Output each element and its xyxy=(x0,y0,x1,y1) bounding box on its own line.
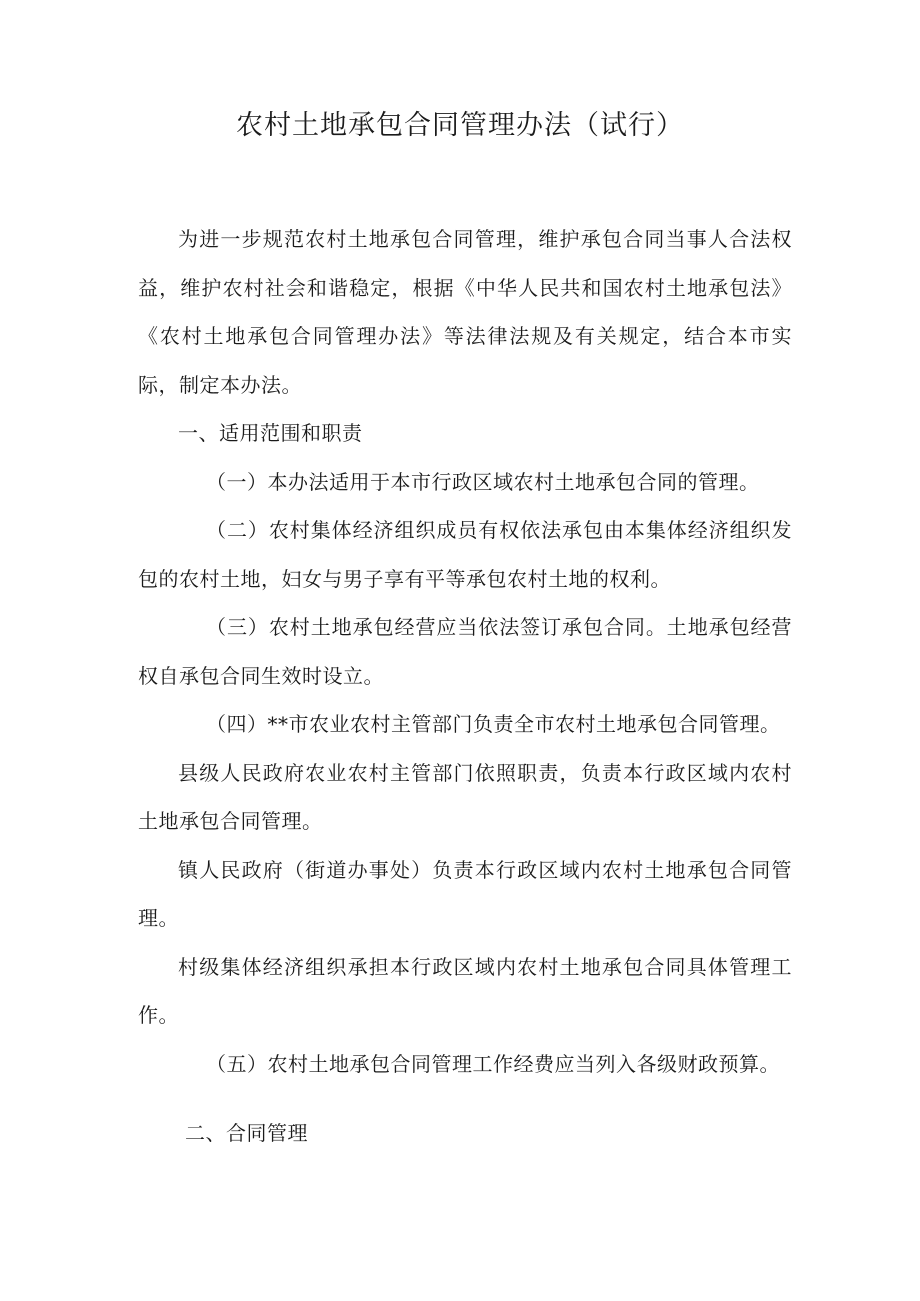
clause-3: （三）农村土地承包经营应当依法签订承包合同。土地承包经营权自承包合同生效时设立。 xyxy=(138,615,792,688)
paragraph-preamble: 为进一步规范农村土地承包合同管理，维护承包合同当事人合法权益，维护农村社会和谐稳定，根据《中华人民共和国农村土地承包法》《农村土地承包合同管理办法》等法律法规及有关规定，结合本市实际，制定本办法。 xyxy=(138,227,792,397)
clause-5: （五）农村土地承包合同管理工作经费应当列入各级财政预算。 xyxy=(206,1051,780,1076)
section-1-heading: 一、适用范围和职责 xyxy=(178,421,363,445)
clause-4-county: 县级人民政府农业农村主管部门依照职责，负责本行政区域内农村土地承包合同管理。 xyxy=(138,760,792,833)
document-title: 农村土地承包合同管理办法（试行） xyxy=(236,110,684,141)
clause-4: （四）**市农业农村主管部门负责全市农村土地承包合同管理。 xyxy=(206,712,781,736)
clause-4-town: 镇人民政府（街道办事处）负责本行政区域内农村土地承包合同管理。 xyxy=(138,857,792,930)
clause-4-village: 村级集体经济组织承担本行政区域内农村土地承包合同具体管理工作。 xyxy=(138,954,792,1027)
clause-1: （一）本办法适用于本市行政区域农村土地承包合同的管理。 xyxy=(206,469,760,494)
section-2-heading: 二、合同管理 xyxy=(185,1121,308,1145)
document-body xyxy=(138,215,792,1088)
clause-2: （二）农村集体经济组织成员有权依法承包由本集体经济组织发包的农村土地，妇女与男子享有平等承包农村土地的权利。 xyxy=(138,518,792,591)
